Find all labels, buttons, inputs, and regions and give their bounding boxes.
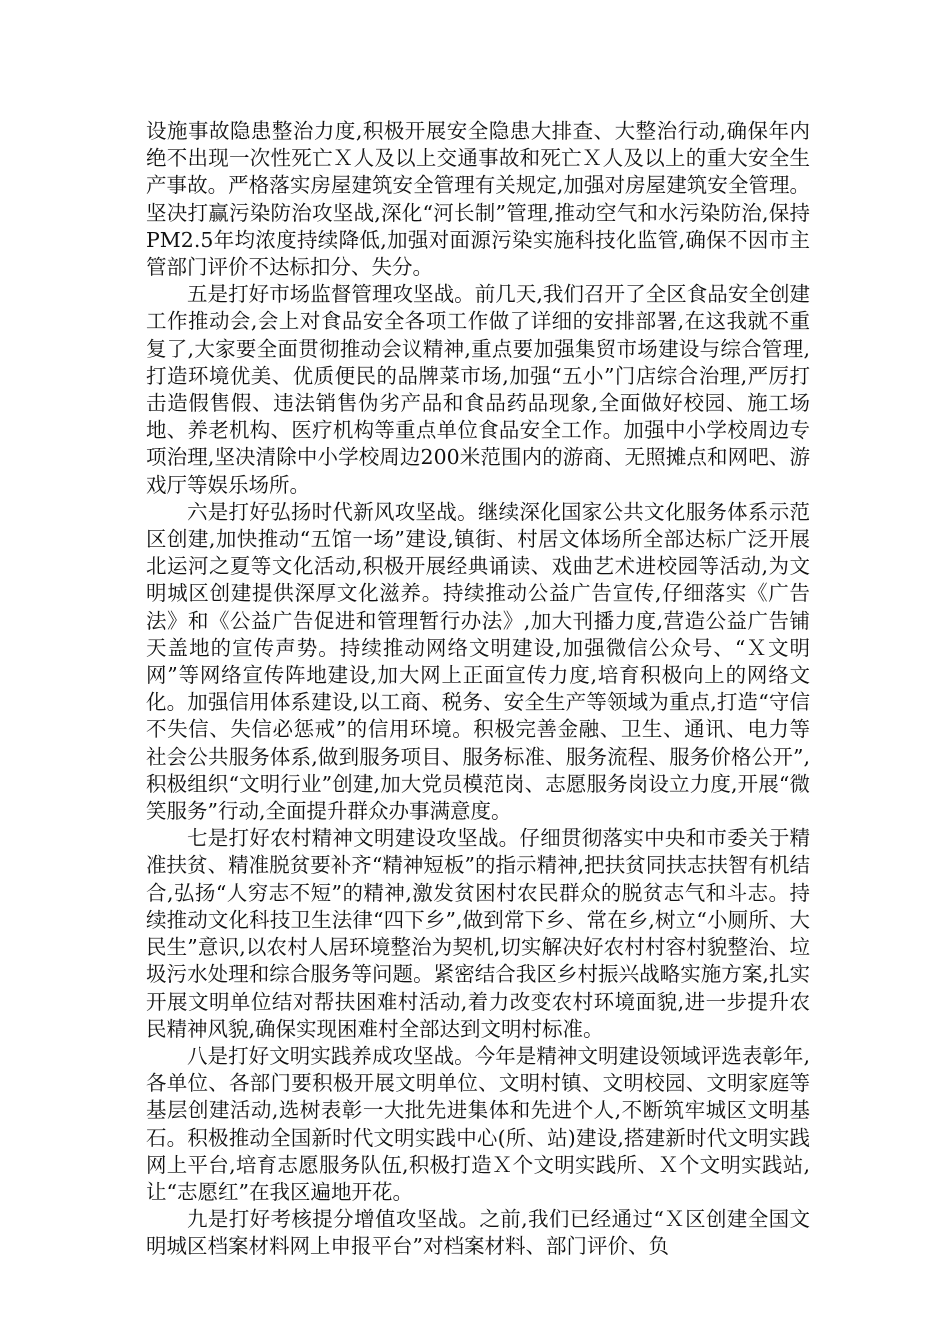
paragraph-civilization-practice: 八是打好文明实践养成攻坚战。今年是精神文明建设领域评选表彰年,各单位、各部门要积极开展文明单位、文明村镇、文明校园、文明家庭等基层创建活动,选树表彰一大批先进集体和先进个人,不断筑牢城区文明基石。积极推动全国新时代文明实践中心(所、站)建设,搭建新时代文明实践网上平台,培育志愿服务队伍,积极打造Ｘ个文明实践所、Ｘ个文明实践站,让“志愿红”在我区遍地开花。: [146, 1043, 810, 1204]
paragraph-continuation: 设施事故隐患整治力度,积极开展安全隐患大排查、大整治行动,确保年内绝不出现一次性死亡Ｘ人及以上交通事故和死亡Ｘ人及以上的重大安全生产事故。严格落实房屋建筑安全管理有关规定,加强对房屋建筑安全管理。坚决打赢污染防治攻坚战,深化“河长制”管理,推动空气和水污染防治,保持PM2.5年均浓度持续降低,加强对面源污染实施科技化监管,确保不因市主管部门评价不达标扣分、失分。: [146, 119, 810, 280]
paragraph-rural-civilization: 七是打好农村精神文明建设攻坚战。仔细贯彻落实中央和市委关于精准扶贫、精准脱贫要补齐“精神短板”的指示精神,把扶贫同扶志扶智有机结合,弘扬“人穷志不短”的精神,激发贫困村农民群众的脱贫志气和斗志。持续推动文化科技卫生法律“四下乡”,做到常下乡、常在乡,树立“小厕所、大民生”意识,以农村人居环境整治为契机,切实解决好农村村容村貌整治、垃圾污水处理和综合服务等问题。紧密结合我区乡村振兴战略实施方案,扎实开展文明单位结对帮扶困难村活动,着力改变农村环境面貌,进一步提升农民精神风貌,确保实现困难村全部达到文明村标准。: [146, 826, 810, 1041]
paragraph-assessment: 九是打好考核提分增值攻坚战。之前,我们已经通过“Ｘ区创建全国文明城区档案材料网上申报平台”对档案材料、部门评价、负: [146, 1207, 810, 1259]
document-body: [146, 118, 810, 1261]
paragraph-new-ethos: 六是打好弘扬时代新风攻坚战。继续深化国家公共文化服务体系示范区创建,加快推动“五馆一场”建设,镇街、村居文体场所全部达标广泛开展北运河之夏等文化活动,积极开展经典诵读、戏曲艺术进校园等活动,为文明城区创建提供深厚文化滋养。持续推动公益广告宣传,仔细落实《广告法》和《公益广告促进和管理暂行办法》,加大刊播力度,营造公益广告铺天盖地的宣传声势。持续推动网络文明建设,加强微信公众号、“Ｘ文明网”等网络宣传阵地建设,加大网上正面宣传力度,培育积极向上的网络文化。加强信用体系建设,以工商、税务、安全生产等领域为重点,打造“守信不失信、失信必惩戒”的信用环境。积极完善金融、卫生、通讯、电力等社会公共服务体系,做到服务项目、服务标准、服务流程、服务价格公开”,积极组织“文明行业”创建,加大党员模范岗、志愿服务岗设立力度,开展“微笑服务”行动,全面提升群众办事满意度。: [146, 499, 810, 824]
paragraph-market-supervision: 五是打好市场监督管理攻坚战。前几天,我们召开了全区食品安全创建工作推动会,会上对食品安全各项工作做了详细的安排部署,在这我就不重复了,大家要全面贯彻推动会议精神,重点要加强集贸市场建设与综合管理,打造环境优美、优质便民的品牌菜市场,加强“五小”门店综合治理,严厉打击造假售假、违法销售伪劣产品和食品药品现象,全面做好校园、施工场地、养老机构、医疗机构等重点单位食品安全工作。加强中小学校周边专项治理,坚决清除中小学校周边200米范围内的游商、无照摊点和网吧、游戏厅等娱乐场所。: [146, 282, 810, 497]
